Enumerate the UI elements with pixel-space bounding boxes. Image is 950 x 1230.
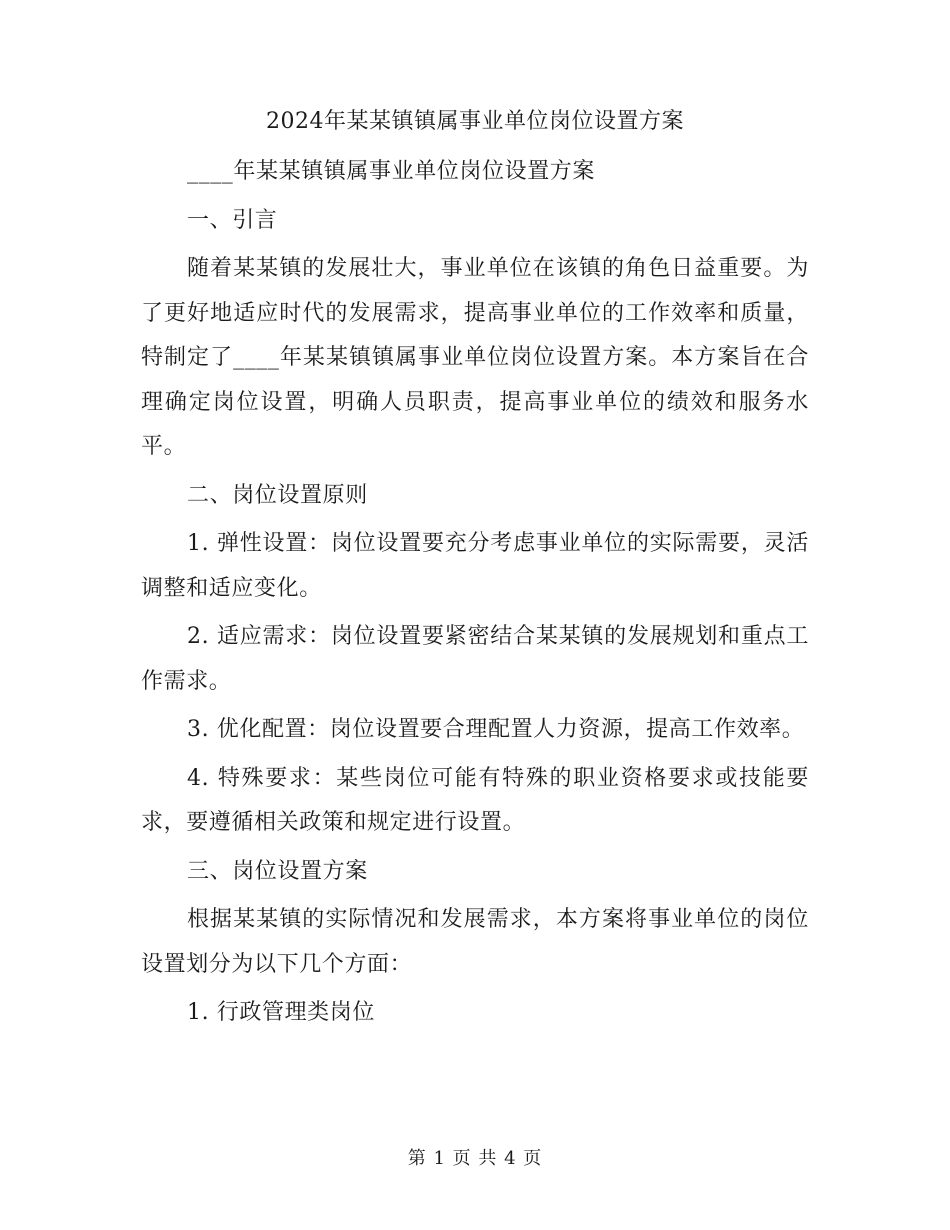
intro-paragraph: 随着某某镇的发展壮大，事业单位在该镇的角色日益重要。为了更好地适应时代的发展需求，提高事业单位的工作效率和质量，特制定了____年某某镇镇属事业单位岗位设置方案。本方案旨在合理确定岗位设置，明确人员职责，提高事业单位的绩效和服务水平。 — [141, 256, 809, 459]
page-footer: 第 1 页 共 4 页 — [407, 1148, 543, 1169]
section-heading-plan: 三、岗位设置方案 — [187, 858, 368, 884]
document-body — [141, 150, 809, 1040]
section-heading-intro: 一、引言 — [187, 207, 278, 233]
document-title: 2024年某某镇镇属事业单位岗位设置方案 — [266, 109, 684, 134]
principle-item-1: 1. 弹性设置：岗位设置要充分考虑事业单位的实际需要，灵活调整和适应变化。 — [141, 531, 809, 601]
principle-item-2: 2. 适应需求：岗位设置要紧密结合某某镇的发展规划和重点工作需求。 — [141, 624, 809, 694]
plan-intro-paragraph: 根据某某镇的实际情况和发展需求，本方案将事业单位的岗位设置划分为以下几个方面： — [141, 907, 809, 977]
section-heading-principles: 二、岗位设置原则 — [187, 482, 368, 508]
principle-item-3: 3. 优化配置：岗位设置要合理配置人力资源，提高工作效率。 — [187, 717, 805, 742]
subtitle-paragraph: ____年某某镇镇属事业单位岗位设置方案 — [187, 159, 596, 184]
principle-item-4: 4. 特殊要求：某些岗位可能有特殊的职业资格要求或技能要求，要遵循相关政策和规定进行设置。 — [141, 765, 809, 835]
plan-item-1: 1. 行政管理类岗位 — [187, 1000, 375, 1025]
